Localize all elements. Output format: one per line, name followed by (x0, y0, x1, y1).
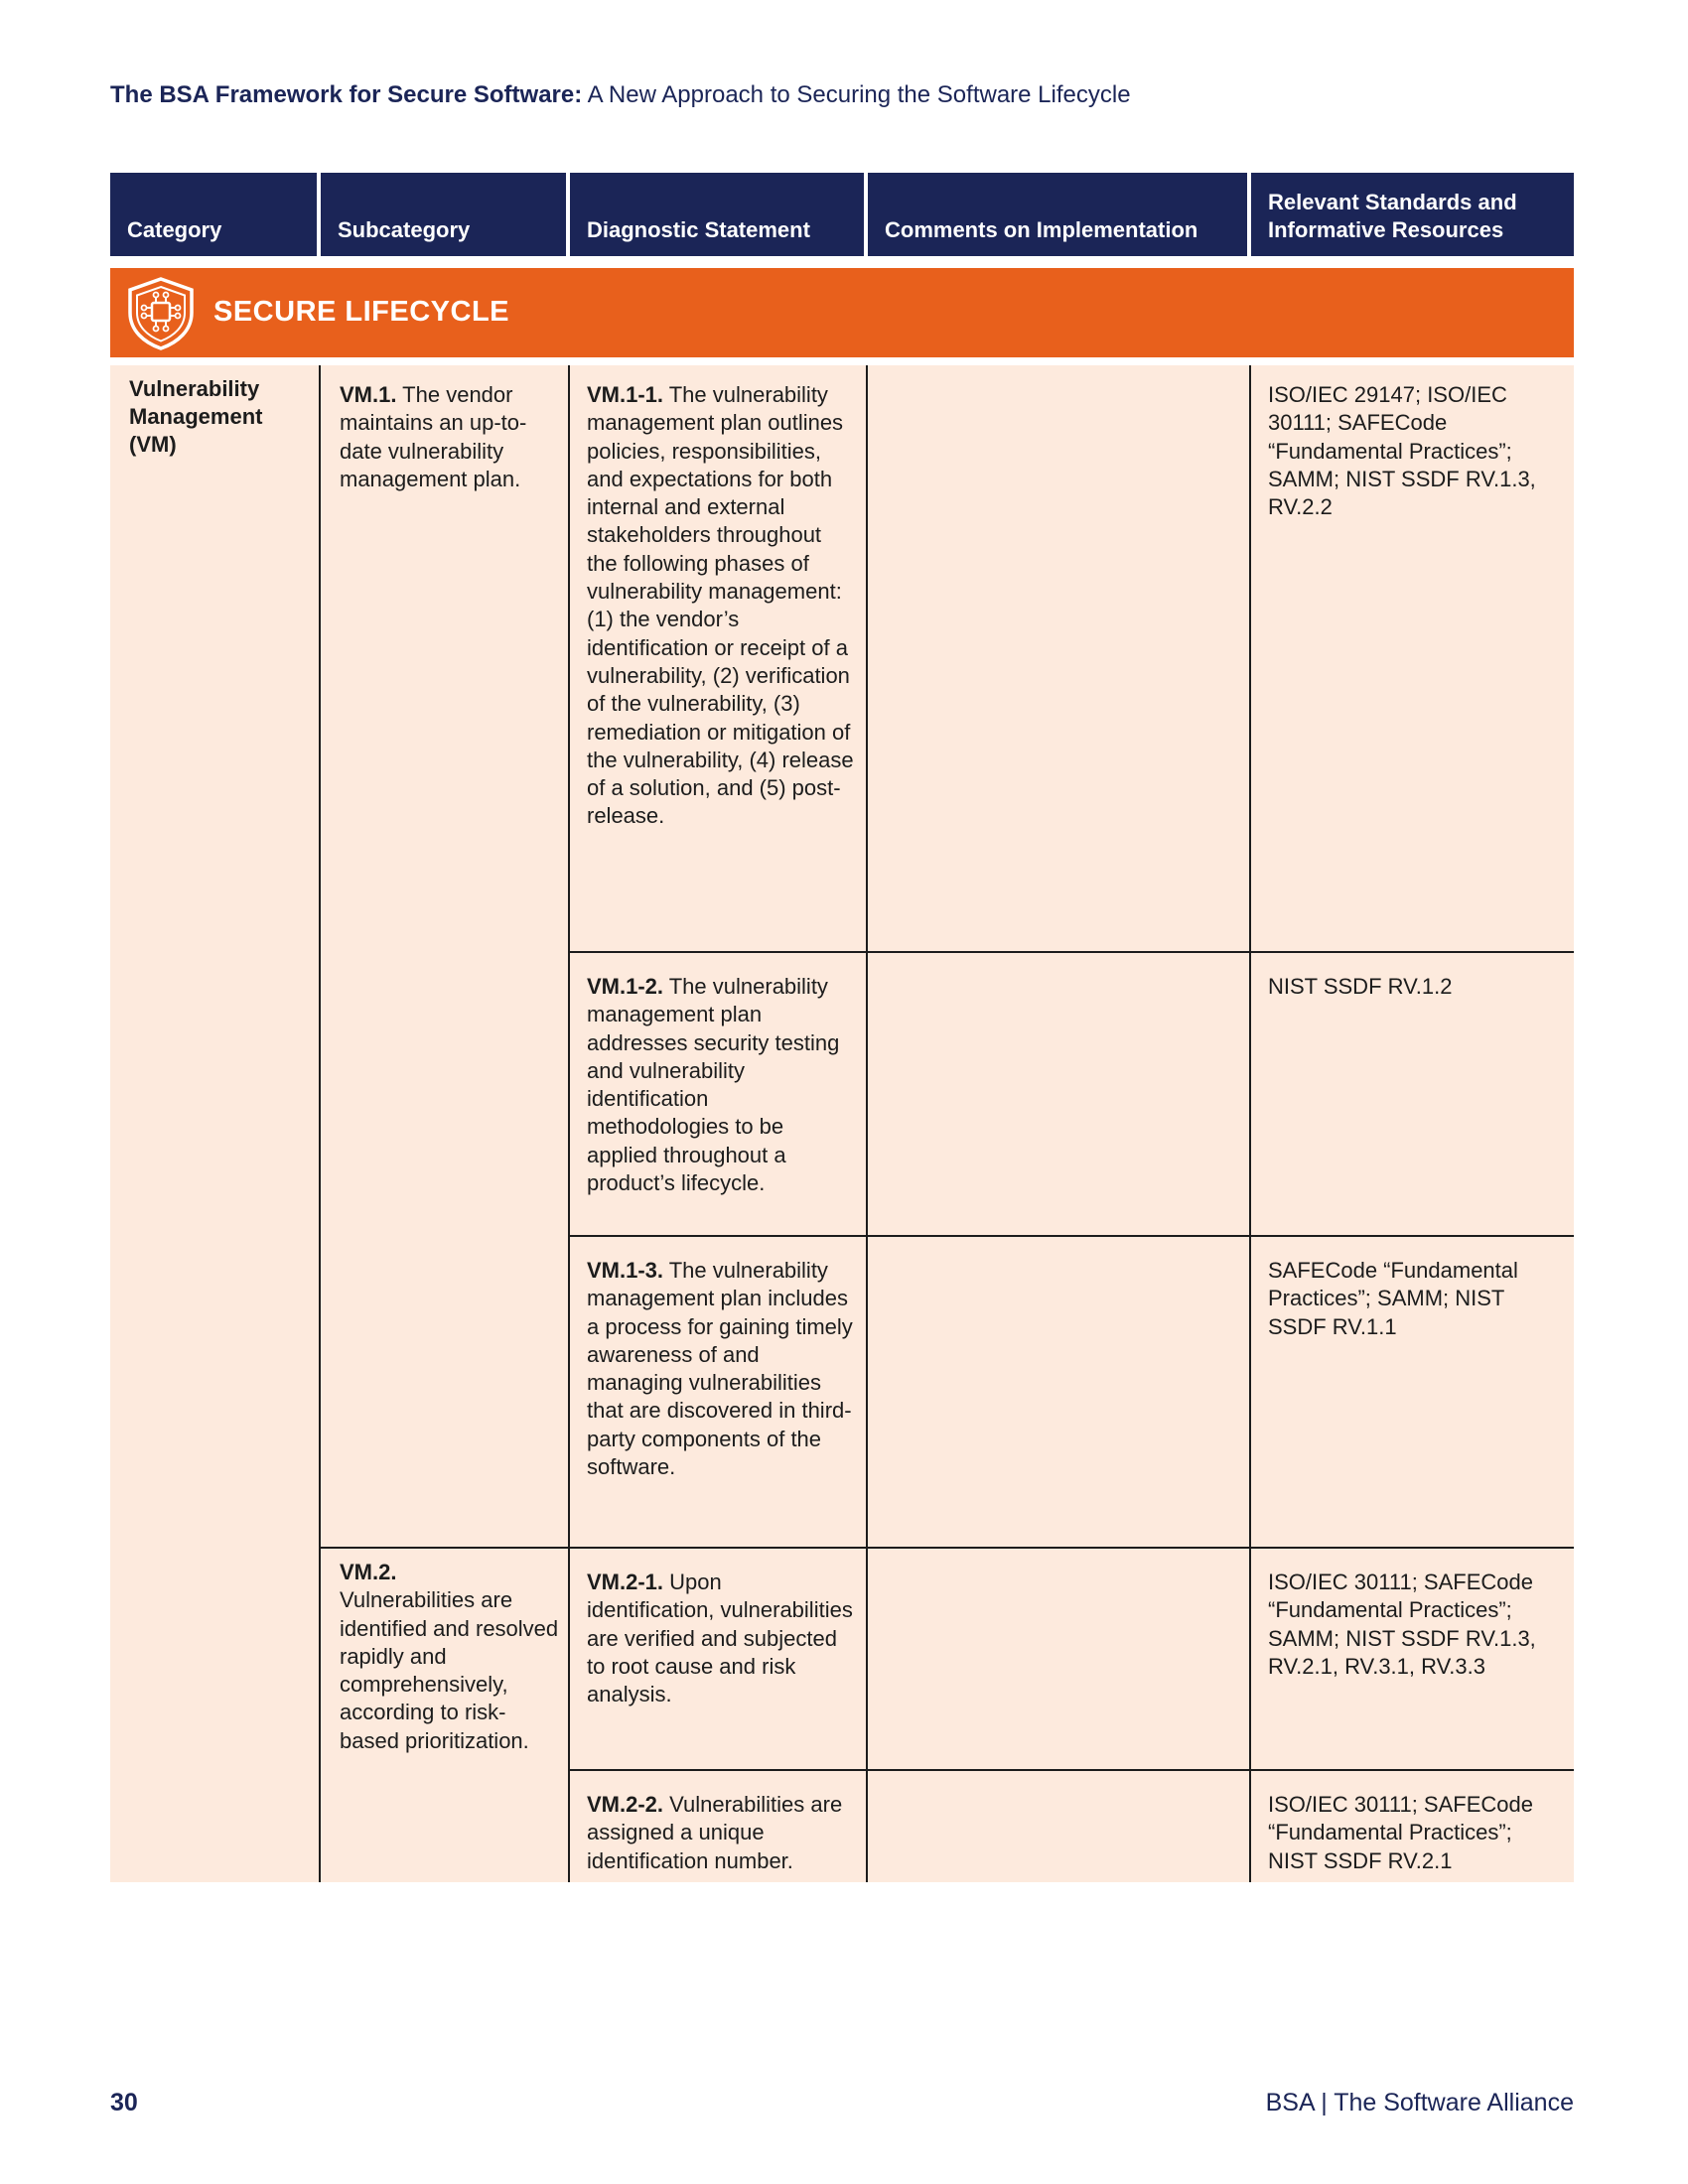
row-divider (570, 1769, 1574, 1771)
diagnostic-text: The vulnerability management plan outlines policies, responsibilities, and expectations for both internal and external stakeholders throughout the following phases of vulnerability management: (1) the vendor’s identification or receipt of a vulnerability, (2) verification of the vulnerability, (3) remediation or mitigation of the vulnerability, (4) release of a solution, and (5) post-release. (587, 382, 854, 829)
diagnostic-id: VM.2-2. (587, 1792, 664, 1817)
diagnostic-id: VM.2-1. (587, 1570, 664, 1594)
diagnostic-cell (587, 973, 855, 1197)
diagnostic-id: VM.1-2. (587, 974, 664, 999)
resources-cell: ISO/IEC 29147; ISO/IEC 30111; SAFECode “Fundamental Practices”; SAMM; NIST SSDF RV.1.3, RV.2.2 (1268, 382, 1536, 520)
shield-chip-icon (126, 277, 196, 350)
subcategory-cell (340, 1559, 560, 1755)
resources-cell: ISO/IEC 30111; SAFECode “Fundamental Practices”; NIST SSDF RV.2.1 (1268, 1792, 1533, 1873)
column-header-category: Category (110, 173, 317, 256)
diagnostic-id: VM.1-1. (587, 382, 664, 407)
row-divider (570, 951, 1574, 953)
resources-cell: SAFECode “Fundamental Practices”; SAMM; NIST SSDF RV.1.1 (1268, 1258, 1518, 1339)
column-header-subcategory: Subcategory (321, 173, 566, 256)
diagnostic-cell (587, 1569, 855, 1708)
row-divider (570, 1235, 1574, 1237)
subcategory-cell (340, 381, 560, 493)
column-header-resources: Relevant Standards and Informative Resources (1251, 173, 1574, 256)
running-header-rest: A New Approach to Securing the Software Lifecycle (582, 81, 1131, 108)
diagnostic-id: VM.1-3. (587, 1258, 664, 1283)
column-divider (568, 365, 570, 1882)
column-divider (866, 365, 868, 1882)
running-header-bold: The BSA Framework for Secure Software: (110, 81, 583, 108)
page-number: 30 (110, 2089, 138, 2116)
diagnostic-text: The vulnerability management plan addresses security testing and vulnerability identification methodologies to be applied throughout a product’s lifecycle. (587, 974, 840, 1196)
diagnostic-text: Upon identification, vulnerabilities are verified and subjected to root cause and risk analysis. (587, 1570, 853, 1707)
section-title: SECURE LIFECYCLE (213, 296, 510, 328)
subcategory-text: The vendor maintains an up-to-date vulnerability management plan. (340, 382, 527, 491)
diagnostic-cell (587, 381, 855, 831)
diagnostic-text: The vulnerability management plan includes a process for gaining timely awareness of and managing vulnerabilities that are discovered in third-party components of the software. (587, 1258, 853, 1480)
column-header-diagnostic: Diagnostic Statement (570, 173, 864, 256)
column-divider (319, 365, 321, 1882)
category-cell: Vulnerability Management (VM) (129, 376, 263, 457)
section-banner (110, 268, 1574, 357)
footer-organization: BSA | The Software Alliance (1265, 2089, 1574, 2116)
column-divider (1249, 365, 1251, 1882)
row-divider (321, 1547, 1574, 1549)
diagnostic-cell (587, 1257, 855, 1481)
resources-cell: NIST SSDF RV.1.2 (1268, 974, 1453, 999)
resources-cell: ISO/IEC 30111; SAFECode “Fundamental Practices”; SAMM; NIST SSDF RV.1.3, RV.2.1, RV.3.1, RV.3.3 (1268, 1570, 1536, 1679)
subcategory-text: Vulnerabilities are identified and resolved rapidly and comprehensively, according to risk-based prioritization. (340, 1587, 559, 1753)
diagnostic-text: Vulnerabilities are assigned a unique identification number. (587, 1792, 843, 1873)
subcategory-id: VM.1. (340, 382, 397, 407)
running-header (110, 81, 1131, 109)
column-header-comments: Comments on Implementation (868, 173, 1247, 256)
diagnostic-cell (587, 1791, 855, 1875)
subcategory-id: VM.2. (340, 1560, 397, 1584)
